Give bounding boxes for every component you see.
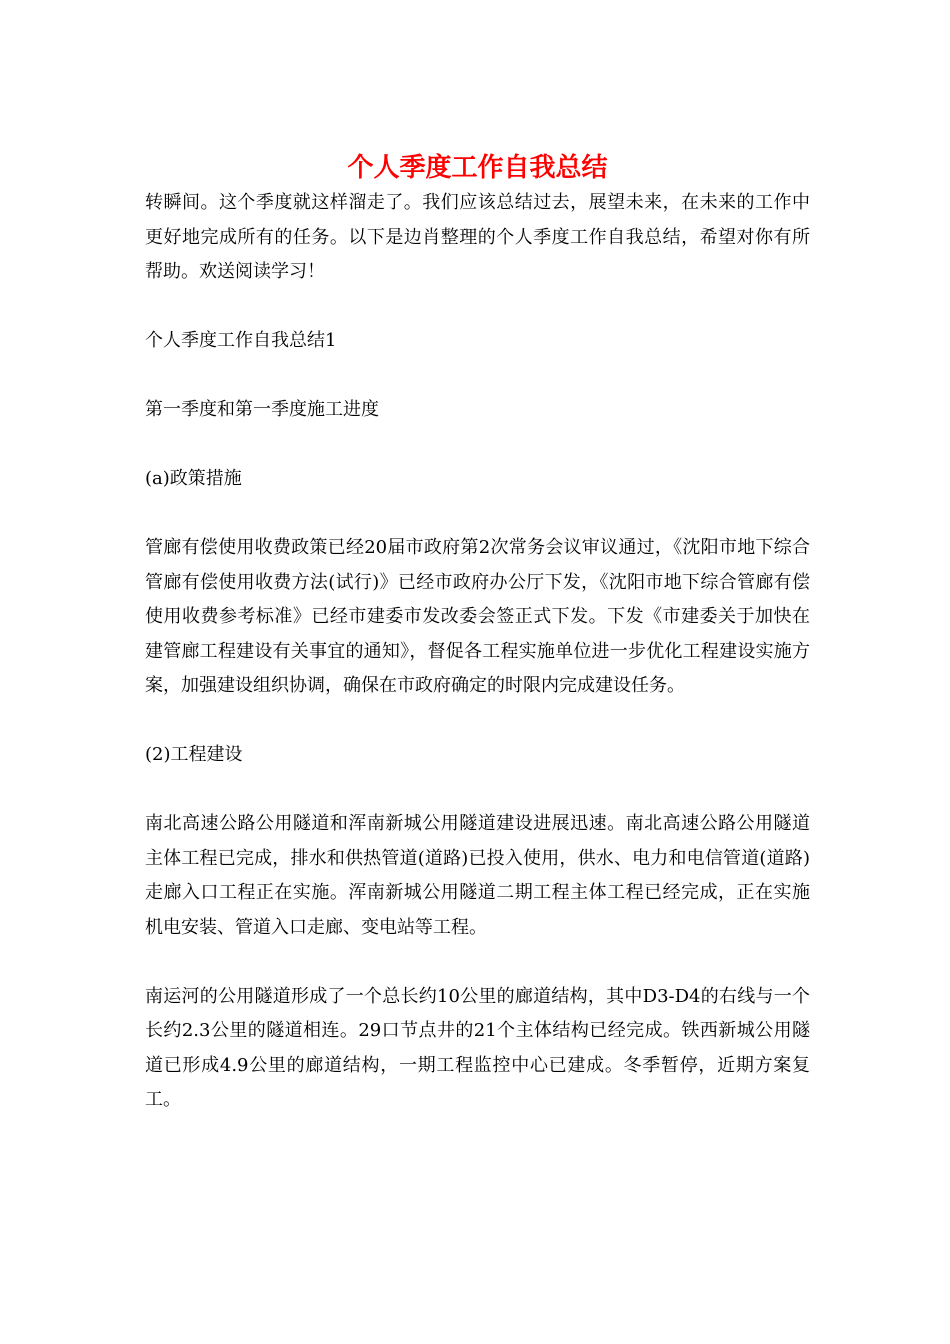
paragraph-gap: [145, 428, 810, 463]
item-2-heading: (2)工程建设: [145, 744, 243, 765]
item-a-heading: (a)政策措施: [145, 468, 242, 489]
paragraph-gap: [145, 704, 810, 739]
item-a-paragraph: 管廊有偿使用收费政策已经20届市政府第2次常务会议审议通过，《沈阳市地下综合管廊有偿使用收费方法(试行)》已经市政府办公厅下发，《沈阳市地下综合管廊有偿使用收费参考标准》已经市建委市发改委会签正式下发。下发《市建委关于加快在建管廊工程建设有关事宜的通知》，督促各工程实施单位进一步优化工程建设实施方案，加强建设组织协调，确保在市政府确定的时限内完成建设任务。: [145, 537, 810, 696]
section-heading: 个人季度工作自我总结1: [145, 330, 337, 351]
paragraph-gap: [145, 359, 810, 394]
paragraph-gap: [145, 945, 810, 980]
item-2-paragraph-2: 南运河的公用隧道形成了一个总长约10公里的廊道结构，其中D3-D4的右线与一个长约2.3公里的隧道相连。29口节点井的21个主体结构已经完成。铁西新城公用隧道已形成4.9公里的廊道结构，一期工程监控中心已建成。冬季暂停，近期方案复工。: [145, 985, 810, 1110]
document-page: [145, 150, 810, 1118]
paragraph-gap: [145, 290, 810, 325]
item-2-paragraph-1: 南北高速公路公用隧道和浑南新城公用隧道建设进展迅速。南北高速公路公用隧道主体工程已完成，排水和供热管道(道路)已投入使用，供水、电力和电信管道(道路)走廊入口工程正在实施。浑南新城公用隧道二期工程主体工程已经完成，正在实施机电安装、管道入口走廊、变电站等工程。: [145, 813, 810, 938]
intro-paragraph: 转瞬间。这个季度就这样溜走了。我们应该总结过去，展望未来，在未来的工作中更好地完成所有的任务。以下是边肖整理的个人季度工作自我总结，希望对你有所帮助。欢送阅读学习！: [145, 192, 810, 282]
paragraph-gap: [145, 773, 810, 808]
subheading: 第一季度和第一季度施工进度: [145, 399, 379, 420]
paragraph-gap: [145, 497, 810, 532]
document-title: 个人季度工作自我总结: [347, 153, 608, 183]
